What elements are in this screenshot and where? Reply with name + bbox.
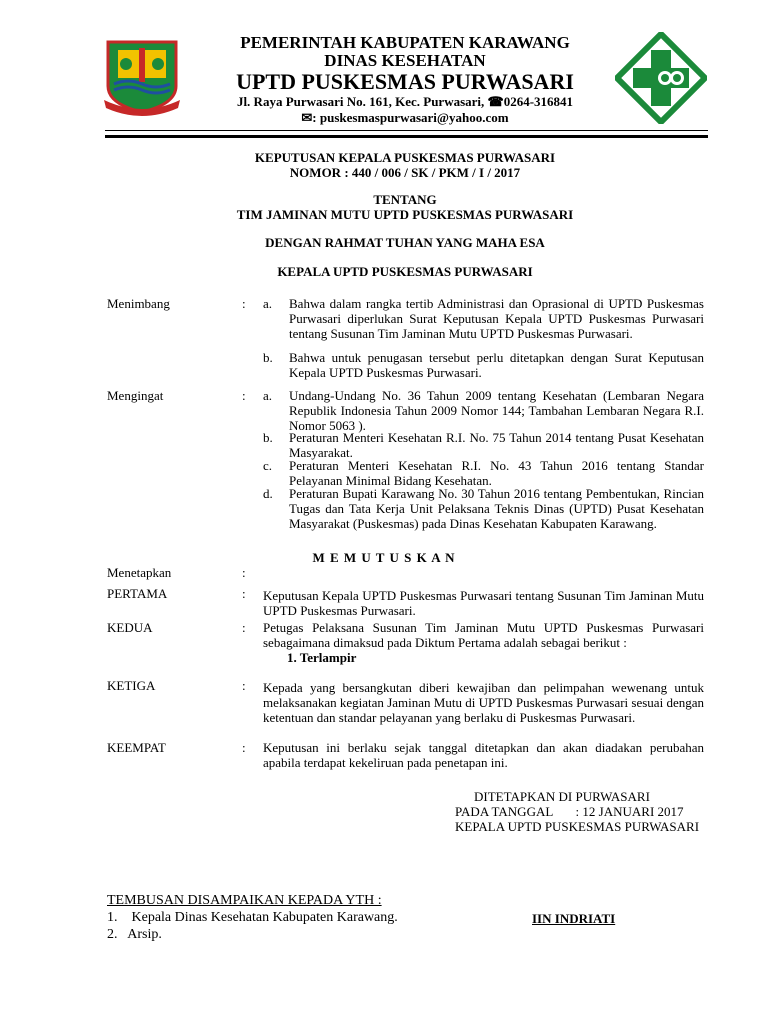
menimbang-colon: : (242, 296, 246, 311)
kedua-attachment-item: 1. Terlampir (287, 650, 357, 665)
pertama-colon: : (242, 586, 246, 601)
header-government: PEMERINTAH KABUPATEN KARAWANG (240, 33, 570, 52)
kedua-label: KEDUA (107, 620, 153, 635)
invocation: DENGAN RAHMAT TUHAN YANG MAHA ESA (265, 235, 545, 250)
menimbang-b-letter: b. (263, 350, 273, 365)
keempat-text: Keputusan ini berlaku sejak tanggal ditetapkan dan akan diadakan perubahan apabila terdapat kekeliruan pada penetapan ini. (263, 740, 704, 770)
signatory-name: IIN INDRIATI (532, 911, 616, 926)
header-email: ✉: puskesmaspurwasari@yahoo.com (301, 110, 509, 125)
menimbang-a-letter: a. (263, 296, 273, 311)
decree-number: NOMOR : 440 / 006 / SK / PKM / I / 2017 (289, 165, 521, 180)
signature-place: DITETAPKAN DI PURWASARI (474, 789, 650, 804)
pertama-text: Keputusan Kepala UPTD Puskesmas Purwasari tentang Susunan Tim Jaminan Mutu UPTD Puskesmas Purwasari. (263, 588, 704, 618)
mengingat-label: Mengingat (107, 388, 164, 403)
tembusan-item-1: 1. Kepala Dinas Kesehatan Kabupaten Karawang. (107, 910, 398, 925)
mengingat-c-letter: c. (263, 458, 273, 473)
karawang-crest-logo (102, 38, 182, 116)
keempat-colon: : (242, 740, 246, 755)
mengingat-c-text: Peraturan Menteri Kesehatan R.I. No. 43 Tahun 2016 tentang Standar Pelayanan Minimal Bidang Kesehatan. (289, 458, 704, 488)
mengingat-a-letter: a. (263, 388, 273, 403)
mengingat-b-text: Peraturan Menteri Kesehatan R.I. No. 75 Tahun 2014 tentang Pusat Kesehatan Masyarakat. (289, 430, 704, 460)
ketiga-text: Kepada yang bersangkutan diberi kewajiban dan pelimpahan wewenang untuk melaksanakan kegiatan Jaminan Mutu di UPTD Puskesmas Purwasari sesuai dengan ketentuan dan standar pelayanan yang berlaku di Puskesmas Purwasari. (263, 680, 704, 725)
decree-subject: TIM JAMINAN MUTU UPTD PUSKESMAS PURWASARI (236, 207, 574, 222)
header-divider-thick (105, 135, 708, 138)
keempat-label: KEEMPAT (107, 740, 166, 755)
issuer-title: KEPALA UPTD PUSKESMAS PURWASARI (277, 264, 533, 279)
ketiga-colon: : (242, 678, 246, 693)
kedua-colon: : (242, 620, 246, 635)
header-department: DINAS KESEHATAN (324, 51, 486, 70)
header-institution: UPTD PUSKESMAS PURWASARI (236, 69, 574, 94)
menetapkan-colon: : (242, 565, 246, 580)
decree-about-label: TENTANG (373, 192, 437, 207)
signature-position: KEPALA UPTD PUSKESMAS PURWASARI (455, 819, 700, 834)
header-address: Jl. Raya Purwasari No. 161, Kec. Purwasari, ☎0264-316841 (236, 94, 574, 109)
mengingat-d-text: Peraturan Bupati Karawang No. 30 Tahun 2016 tentang Pembentukan, Rincian Tugas dan Tata Kerja Unit Pelaksana Teknis Dinas (UPTD) Pusat Kesehatan Masyarakat (Puskesmas) pada Dinas Kesehatan Kabupaten Karawang. (289, 486, 704, 531)
mengingat-b-letter: b. (263, 430, 273, 445)
menimbang-a-text: Bahwa dalam rangka tertib Administrasi dan Oprasional di UPTD Puskesmas Purwasari diperlukan Surat Keputusan Kepala UPTD Puskesmas Purwasari tentang Susunan Tim Jaminan Mutu UPTD Puskesmas Purwasari. (289, 296, 704, 341)
puskesmas-cross-logo (615, 32, 707, 124)
mengingat-colon: : (242, 388, 246, 403)
tembusan-item-2: 2. Arsip. (107, 927, 162, 942)
signature-date: PADA TANGGAL : 12 JANUARI 2017 (455, 804, 684, 819)
pertama-label: PERTAMA (107, 586, 168, 601)
memutuskan-heading: M E M U T U S K A N (312, 550, 456, 565)
menimbang-b-text: Bahwa untuk penugasan tersebut perlu ditetapkan dengan Surat Keputusan Kepala UPTD Puskesmas Purwasari. (289, 350, 704, 380)
menimbang-label: Menimbang (107, 296, 170, 311)
mengingat-d-letter: d. (263, 486, 273, 501)
tembusan-heading: TEMBUSAN DISAMPAIKAN KEPADA YTH : (107, 893, 382, 908)
ketiga-label: KETIGA (107, 678, 156, 693)
menetapkan-label: Menetapkan (107, 565, 172, 580)
kedua-text: Petugas Pelaksana Susunan Tim Jaminan Mutu UPTD Puskesmas Purwasari sebagaimana dimaksud pada Diktum Pertama adalah sebagai berikut : (263, 620, 704, 650)
mengingat-a-text: Undang-Undang No. 36 Tahun 2009 tentang Kesehatan (Lembaran Negara Republik Indonesia Tahun 2009 Nomor 144; Tambahan Lembaran Negara R.I. Nomor 5063 ). (289, 388, 704, 433)
header-divider-thin (105, 130, 708, 131)
decree-title: KEPUTUSAN KEPALA PUSKESMAS PURWASARI (254, 150, 556, 165)
